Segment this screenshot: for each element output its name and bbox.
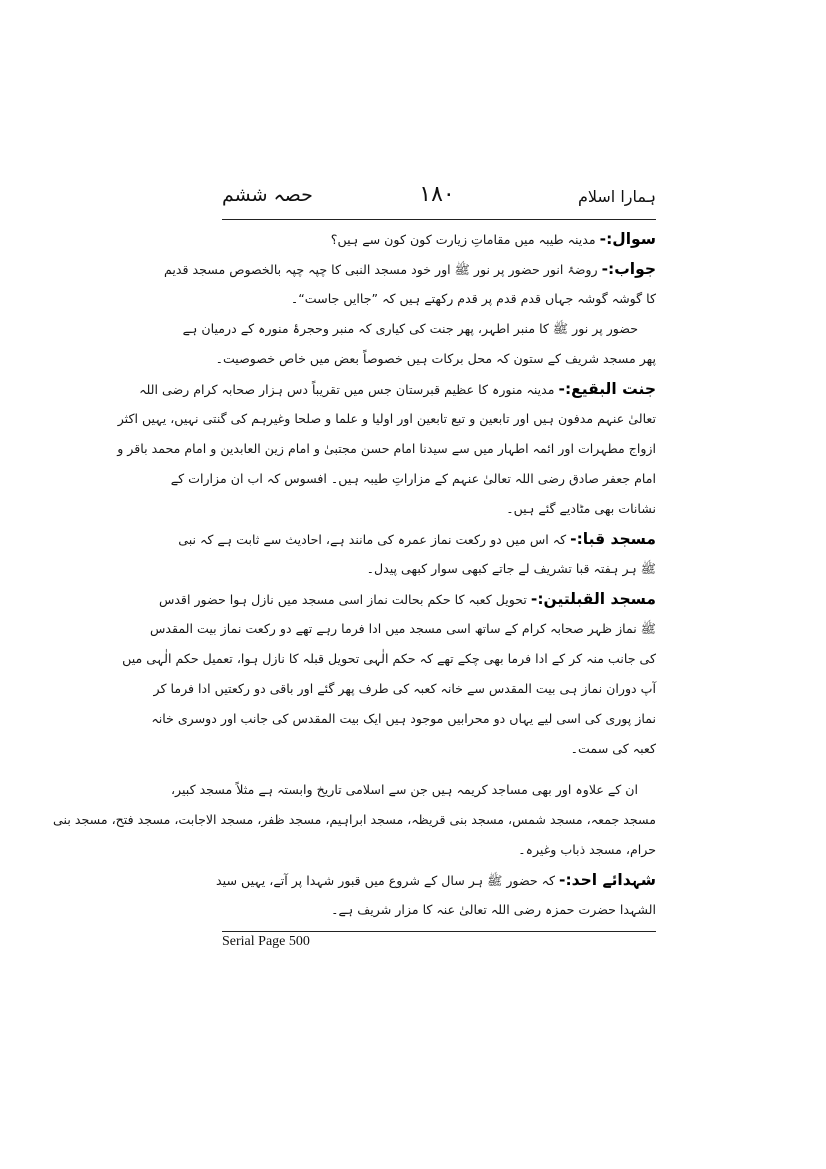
text-line bbox=[122, 644, 656, 674]
text-line bbox=[222, 284, 656, 314]
text-line bbox=[178, 524, 656, 554]
text-line bbox=[158, 584, 656, 614]
line-text: کا گوشہ گوشہ جہاں قدم قدم پر قدم رکھتے ہیں کہ ”جاایں جاست“۔ bbox=[290, 291, 656, 306]
footer-rule bbox=[222, 931, 656, 932]
text-line bbox=[53, 805, 656, 835]
line-text: امام جعفر صادق رضی اللہ تعالیٰ عنہم کے مزاراتِ طیبہ ہیں۔ افسوس کہ اب ان مزارات کے bbox=[170, 471, 656, 486]
text-line bbox=[222, 835, 656, 865]
line-text: مسجد جمعہ، مسجد شمس، مسجد بنی قریظہ، مسجد ابراہیم، مسجد ظفر، مسجد الاجابت، مسجد فتح، مسجد بنی bbox=[53, 812, 656, 827]
text-line bbox=[150, 614, 656, 644]
header-rule bbox=[222, 219, 656, 220]
text-line bbox=[170, 464, 656, 494]
header-page-number: ۱۸۰ bbox=[419, 182, 455, 207]
line-text: نماز پوری کی اسی لیے یہاں دو محرابیں موجود ہیں ایک بیت المقدس کی جانب اور دوسری خانہ bbox=[151, 711, 656, 726]
text-line bbox=[163, 254, 656, 284]
line-text: ازواج مطہرات اور ائمہ اطہار میں سے سیدنا امام حسن مجتبیٰ و امام زین العابدین و امام محمد باقر و bbox=[117, 441, 656, 456]
text-line bbox=[170, 775, 656, 805]
line-text: آپ دوران نماز ہی بیت المقدس سے خانہ کعبہ کی طرف پھر گئے اور باقی دو رکعتیں ادا فرما کر bbox=[153, 681, 656, 696]
term-heading: شہدائے احد:- bbox=[559, 871, 656, 889]
header-book-title: ہمارا اسلام bbox=[577, 187, 656, 206]
line-text: مدینہ طیبہ میں مقاماتِ زیارت کون کون سے ہیں؟ bbox=[330, 232, 600, 247]
term-heading: مسجد القبلتین:- bbox=[530, 590, 656, 608]
line-text: کہ اس میں دو رکعت نماز عمرہ کی مانند ہے، احادیث سے ثابت ہے کہ نبی bbox=[178, 532, 571, 547]
text-line bbox=[216, 865, 656, 895]
line-text: ان کے علاوہ اور بھی مساجد کریمہ ہیں جن سے اسلامی تاریخ وابستہ ہے مثلاً مسجد کبیر، bbox=[170, 782, 638, 797]
term-heading: جواب:- bbox=[601, 260, 656, 278]
line-text: تحویل کعبہ کا حکم بحالت نماز اسی مسجد میں نازل ہوا حضور اقدس bbox=[158, 592, 531, 607]
term-heading: مسجد قبا:- bbox=[570, 530, 656, 548]
line-text: تعالیٰ عنہم مدفون ہیں اور تابعین و تبع تابعین اور اولیا و علما و صلحا وغیرہم کی گنتی نہیں، یہیں اکثر bbox=[117, 411, 656, 426]
line-text: مدینہ منورہ کا عظیم قبرستان جس میں تقریباً دس ہزار صحابہ کرام رضی اللہ bbox=[139, 382, 559, 397]
text-line bbox=[151, 704, 656, 734]
line-text: کہ حضور ﷺ ہر سال کے شروع میں قبور شہدا پر آتے، یہیں سید bbox=[216, 873, 560, 888]
text-line bbox=[153, 674, 656, 704]
running-header bbox=[222, 178, 656, 218]
text-line bbox=[222, 734, 656, 764]
line-text: حرام، مسجد ذباب وغیرہ۔ bbox=[518, 842, 656, 857]
page-body-text bbox=[53, 224, 656, 925]
text-line bbox=[182, 314, 656, 344]
line-text: کی جانب منہ کر کے ادا فرما بھی چکے تھے کہ حکم الٰہی تحویل قبلہ کا نازل ہوا، تعمیل حکم الٰہی میں bbox=[122, 651, 656, 666]
line-text: نشانات بھی مٹادیے گئے ہیں۔ bbox=[506, 501, 656, 516]
text-line bbox=[222, 554, 656, 584]
line-text: روضۂ انور حضور پر نور ﷺ اور خود مسجد النبی کا چپہ چپہ بالخصوص مسجد قدیم bbox=[163, 262, 602, 277]
serial-page-label: Serial Page 500 bbox=[222, 934, 310, 949]
text-line bbox=[222, 224, 656, 254]
text-line bbox=[117, 434, 656, 464]
line-text: پھر مسجد شریف کے ستون کہ محل برکات ہیں خصوصاً بعض میں خاص خصوصیت۔ bbox=[215, 351, 656, 366]
text-line bbox=[222, 494, 656, 524]
line-text: ﷺ نماز ظہر صحابہ کرام کے ساتھ اسی مسجد میں ادا فرما رہے تھے دو رکعت نماز بیت المقدس bbox=[150, 621, 656, 636]
line-text: الشہدا حضرت حمزہ رضی اللہ تعالیٰ عنہ کا مزار شریف ہے۔ bbox=[331, 902, 656, 917]
line-text: ﷺ ہر ہفتہ قبا تشریف لے جاتے کبھی سوار کبھی پیدل۔ bbox=[366, 561, 656, 576]
text-line bbox=[215, 344, 656, 374]
paragraph-gap bbox=[222, 764, 656, 775]
line-text: حضور پر نور ﷺ کا منبر اطہر، پھر جنت کی کیاری کہ منبر وحجرۂ منورہ کے درمیان ہے bbox=[182, 321, 638, 336]
header-section-label: حصہ ششم bbox=[222, 184, 313, 206]
text-line bbox=[222, 895, 656, 925]
text-line bbox=[117, 404, 656, 434]
line-text: کعبہ کی سمت۔ bbox=[570, 741, 656, 756]
text-line bbox=[139, 374, 656, 404]
term-heading: جنت البقیع:- bbox=[558, 380, 656, 398]
term-heading: سوال:- bbox=[599, 230, 656, 248]
